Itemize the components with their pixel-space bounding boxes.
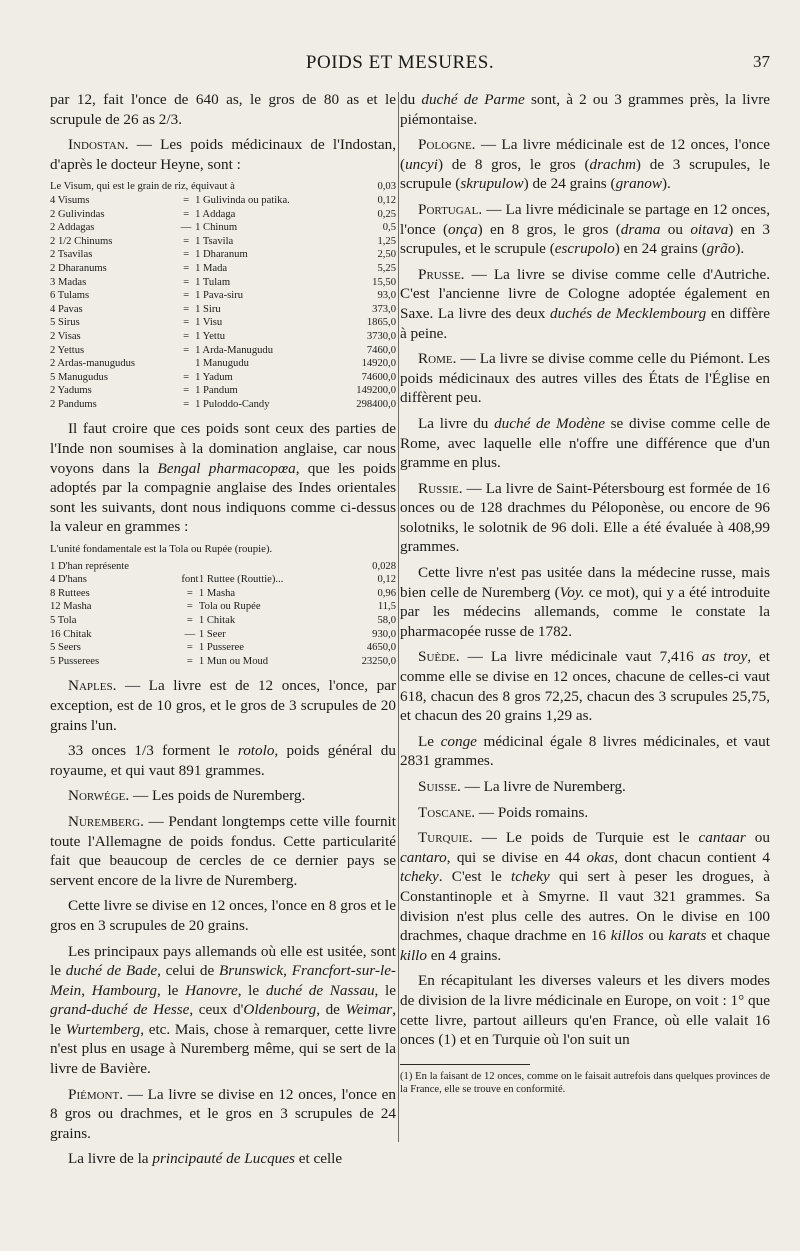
table-row	[50, 573, 396, 587]
paragraph: Le conge médicinal égale 8 livres médicinales, et vaut 2831 grammes.	[400, 732, 770, 770]
column-divider	[398, 92, 399, 1142]
paragraph: Cette livre se divise en 12 onces, l'once en 8 gros et le gros en 3 scrupules de 20 grains.	[50, 897, 396, 934]
table-row	[50, 587, 396, 601]
table-cell: =	[183, 330, 190, 342]
table-cell: 4650,0	[366, 642, 396, 654]
table-cell: 298400,0	[356, 398, 396, 410]
table-cell: 7460,0	[366, 344, 396, 356]
section-heading: Russie.	[418, 479, 463, 497]
table-cell: —	[180, 222, 192, 234]
table-row	[50, 262, 396, 276]
table-cell: 6 Tulams	[50, 290, 90, 302]
table-caption: L'unité fondamentale est la Tola ou Rupée (roupie).	[50, 543, 273, 556]
paragraph: Cette livre n'est pas usitée dans la médecine russe, mais bien celle de Nuremberg (Voy. ce mot), qui y a été introduite par les médecins allemands, comme le constate la pharmacopée russe de 1782.	[400, 564, 770, 640]
table-cell: 3 Madas	[50, 276, 87, 288]
section-heading: Suède.	[418, 648, 460, 666]
table-row	[50, 600, 396, 614]
table-row	[50, 398, 396, 412]
table-row	[50, 248, 396, 262]
table-row	[50, 560, 396, 574]
table-cell: 11,5	[377, 601, 396, 613]
table-caption-row: Le Visum, qui est le grain de riz, équivaut à 0,03	[50, 181, 396, 193]
table-cell: 58,0	[377, 615, 396, 626]
table-cell: =	[183, 385, 190, 397]
table-cell: 1 Addaga	[195, 208, 236, 220]
table-cell: =	[183, 290, 190, 302]
table-row	[50, 614, 396, 628]
table-cell: 0,028	[372, 560, 396, 572]
table-cell: 1 Ruttee (Routtie)...	[198, 574, 284, 586]
table-cell: 2 Yettus	[50, 344, 85, 356]
table-cell: 1 Chitak	[198, 615, 236, 626]
table-cell: =	[186, 601, 193, 613]
table-cell: 1 Mun ou Moud	[198, 655, 269, 667]
table-cell: 1 Manugudu	[195, 358, 249, 370]
table-cell: 373,0	[372, 303, 396, 315]
table-cell: 1 Yadum	[195, 371, 233, 383]
left-column	[50, 90, 396, 1175]
table-cell: 1 Dharanum	[195, 249, 248, 261]
table-cell: 4 D'hans	[50, 574, 87, 586]
paragraph-indostan: Indostan. — Les poids médicinaux de l'Indostan, d'après le docteur Heyne, sont :	[50, 136, 396, 173]
table-cell: 2 Tsavilas	[50, 249, 93, 261]
paragraph-prusse: Prusse. — La livre se divise comme celle d'Autriche. C'est l'ancienne livre de Cologne adoptée également en Saxe. La livre des deux duchés de Mecklembourg en diffère à peine.	[400, 265, 770, 342]
table-cell: 14920,0	[361, 358, 396, 370]
table-cell: 2 Dharanums	[50, 262, 107, 274]
paragraph: par 12, fait l'once de 640 as, le gros de 80 as et le scrupule de 26 as 2/3.	[50, 91, 396, 128]
table-cell: 2 Visas	[50, 330, 81, 342]
table-cell: 4 Pavas	[50, 303, 83, 315]
table-cell: =	[183, 276, 190, 288]
table-cell: =	[183, 194, 190, 206]
section-heading: Piémont.	[68, 1085, 124, 1103]
table-cell: 1 Gulivinda ou patika.	[195, 194, 290, 206]
indostan-weights-table	[50, 180, 396, 411]
footnote: (1) En la faisant de 12 onces, comme on le faisait autrefois dans quelques provinces de la France, elle se trouve en conformité.	[400, 1070, 770, 1095]
table-cell: 1 Mada	[195, 262, 228, 274]
table-row	[50, 208, 396, 222]
paragraph: Les principaux pays allemands où elle est usitée, sont le duché de Bade, celui de Brunswick, Francfort-sur-le-Mein, Hambourg, le Hanovre, le duché de Nassau, le grand-duché de Hesse, ceux d'Oldenbourg, de Weimar, le Wurtemberg, etc. Mais, chose à remarquer, cette livre n'est plus en usage à Nuremberg même, qui se sert de la livre de Bavière.	[50, 942, 397, 1078]
table-cell: 5 Tola	[50, 615, 77, 626]
table-cell: 3730,0	[366, 330, 396, 342]
table-cell: 930,0	[372, 628, 396, 640]
paragraph-naples: Naples. — La livre est de 12 onces, l'once, par exception, est de 10 gros, et le gros de 3 scrupules de 20 grains l'un.	[50, 677, 396, 734]
footnote-rule	[400, 1064, 530, 1065]
table-row	[50, 357, 396, 371]
section-heading: Prusse.	[418, 265, 465, 283]
table-cell: —	[184, 628, 196, 640]
table-cell: =	[183, 371, 190, 383]
table-row	[50, 316, 396, 330]
table-cell: =	[183, 398, 190, 410]
section-heading: Nuremberg.	[68, 812, 144, 830]
table-cell	[177, 357, 195, 371]
table-cell: 1 Masha	[198, 587, 236, 599]
table-cell: 1 Chinum	[195, 222, 238, 234]
table-cell: 0,96	[377, 587, 396, 599]
table-cell: 1865,0	[366, 317, 396, 329]
section-heading: Pologne.	[418, 136, 476, 154]
right-column	[400, 90, 770, 1096]
table-cell: 2 Yadums	[50, 385, 92, 397]
table-cell: 1 Tulam	[195, 276, 231, 288]
table-cell: 1 Seer	[198, 628, 226, 640]
table-row	[50, 371, 396, 385]
table-cell: 149200,0	[356, 385, 396, 397]
section-heading: Portugal.	[418, 200, 483, 218]
section-heading: Toscane.	[418, 803, 476, 821]
table-cell: 1 Siru	[195, 303, 221, 315]
table-cell: 1 Yettu	[195, 330, 226, 342]
table-cell	[181, 560, 199, 574]
table-cell: 12 Masha	[50, 601, 92, 613]
paragraph: 33 onces 1/3 forment le rotolo, poids général du royaume, et qui vaut 891 grammes.	[50, 742, 396, 779]
table-row	[50, 303, 396, 317]
table-cell: =	[186, 655, 193, 667]
table-row	[50, 221, 396, 235]
table-cell: 5,25	[377, 262, 396, 274]
table-row	[50, 344, 396, 358]
page-number: 37	[753, 52, 770, 71]
table-cell: 23250,0	[361, 655, 396, 667]
table-cell: 5 Sirus	[50, 317, 80, 329]
section-heading: Norwége.	[68, 787, 130, 805]
table-cell: 5 Pusserees	[50, 655, 100, 667]
table-cell: 16 Chitak	[50, 628, 92, 640]
table-row	[50, 235, 396, 249]
running-title: POIDS ET MESURES.	[305, 52, 495, 73]
paragraph: La livre de la principauté de Lucques et celle	[68, 1150, 343, 1168]
table-cell: 1,25	[377, 235, 396, 247]
table-cell: 74600,0	[361, 371, 396, 383]
table-cell: 8 Ruttees	[50, 587, 90, 599]
table-row	[50, 641, 396, 655]
table-row	[50, 655, 396, 669]
running-header	[0, 52, 800, 80]
paragraph: Il faut croire que ces poids sont ceux des parties de l'Inde non soumises à la domination anglaise, car nous voyons dans la Bengal pharmacopœa, que les poids adoptés par la compagnie anglaise des Indes orientales sont les suivants, dont nous indiquons comme ci-dessus la valeur en grammes :	[50, 420, 396, 536]
paragraph-suisse: Suisse. — La livre de Nuremberg.	[418, 778, 626, 795]
paragraph: du duché de Parme sont, à 2 ou 3 grammes près, la livre piémontaise.	[400, 91, 771, 128]
section-heading: Suisse.	[418, 778, 461, 795]
paragraph-toscane: Toscane. — Poids romains.	[418, 803, 589, 821]
paragraph-piemont: Piémont. — La livre se divise en 12 onces, l'once en 8 gros ou drachmes, et le gros en 3 scrupules de 24 grains.	[50, 1085, 396, 1142]
section-heading: Indostan.	[68, 136, 129, 154]
paragraph-turquie: Turquie. — Le poids de Turquie est le cantaar ou cantaro, qui se divise en 44 okas, dont chacun contient 4 tcheky. C'est le tcheky qui sert à peser les drogues, à Constantinople et à Smyrne. Il vaut 321 grammes. Sa division n'est plus celle des autres. On le divise en 100 drachmes, chaque drachme en 16 killos ou karats et chaque killo en 4 grains.	[400, 829, 770, 964]
table-cell: 1 D'han représente	[50, 560, 129, 572]
table-cell: 1 Puloddo-Candy	[195, 398, 270, 410]
table-cell: 0,5	[382, 222, 396, 234]
table-cell: 2 Gulivindas	[50, 208, 105, 220]
table-cell: 1 Pandum	[195, 385, 238, 397]
paragraph-pologne: Pologne. — La livre médicinale est de 12 onces, l'once (uncyi) de 8 gros, le gros (drachm) de 3 scrupules, le scrupule (skrupulow) de 24 grains (granow).	[400, 136, 770, 193]
section-heading: Naples.	[68, 677, 117, 695]
table-row	[50, 289, 396, 303]
paragraph-portugal: Portugal. — La livre médicinale se partage en 12 onces, l'once (onça) en 8 gros, le gros (drama ou oitava) en 3 scrupules, et le scrupule (escrupolo) en 24 grains (grão).	[400, 200, 770, 258]
table-cell: 1 Visu	[195, 317, 223, 329]
paragraph: La livre du duché de Modène se divise comme celle de Rome, avec laquelle elle n'offre une différence que d'un gramme en plus.	[400, 414, 770, 472]
table-cell: 4 Visums	[50, 194, 90, 206]
table-cell: 0,12	[377, 194, 396, 206]
section-heading: Rome.	[418, 350, 457, 368]
table-cell: 2 Addagas	[50, 222, 95, 234]
table-cell: 2,50	[377, 249, 396, 261]
bengal-weights-table	[50, 560, 396, 669]
paragraph-norvege: Norwége. — Les poids de Nuremberg.	[68, 787, 306, 805]
paragraph: En récapitulant les diverses valeurs et les divers modes de division de la livre médicinale en Europe, on voit : 1° que cette livre, partout ailleurs qu'en France, où elle valait 16 onces (1) et en Turquie où l'on suit un	[400, 972, 770, 1049]
paragraph-nuremberg: Nuremberg. — Pendant longtemps cette ville fournit toute l'Allemagne de poids fondus. Cette particularité fait que beaucoup de cercles de ce dernier pays se servent encore de la livre de Nuremberg.	[50, 812, 396, 889]
table-row	[50, 330, 396, 344]
table-cell: 0,12	[377, 574, 396, 586]
table-cell: 15,50	[372, 276, 396, 288]
table-row	[50, 194, 396, 208]
table-row	[50, 276, 396, 290]
paragraph-rome: Rome. — La livre se divise comme celle du Piémont. Les poids médicinaux des autres villes des États de l'Église en diffèrent peu.	[400, 350, 770, 407]
table-row	[50, 384, 396, 398]
table-cell: 2 Pandums	[50, 398, 97, 410]
table-cell: =	[186, 615, 193, 626]
table-cell: Tola ou Rupée	[198, 601, 261, 613]
table-cell: font	[181, 574, 199, 586]
table-cell: =	[183, 208, 190, 220]
table-cell: 5 Seers	[50, 642, 81, 654]
table-cell: =	[183, 262, 190, 274]
table-cell: 5 Manugudus	[50, 371, 108, 383]
table-cell: 1 Tsavila	[195, 235, 234, 247]
table-row	[50, 628, 396, 642]
table-cell: 1 Pusseree	[198, 642, 244, 654]
table-cell: =	[183, 303, 190, 315]
table-cell: =	[183, 344, 190, 356]
table-cell: 2 1/2 Chinums	[50, 235, 113, 247]
table-cell: =	[186, 642, 193, 654]
paragraph-russie: Russie. — La livre de Saint-Pétersbourg est formée de 16 onces ou de 128 drachmes du Péloponèse, ou encore de 96 solotniks, le solotnik de 96 doli. Elle a été évaluée à 408,99 grammes.	[400, 479, 770, 556]
table-cell: =	[186, 587, 193, 599]
table-cell: =	[183, 235, 190, 247]
table-cell: 2 Ardas-manugudus	[50, 358, 136, 370]
table-cell	[199, 560, 339, 574]
table-cell: 93,0	[377, 290, 396, 302]
table-cell: 1 Arda-Manugudu	[195, 344, 274, 356]
table-cell: 1 Pava-siru	[195, 290, 244, 302]
table-cell: 0,25	[377, 208, 396, 220]
paragraph-suede: Suède. — La livre médicinale vaut 7,416 as troy, et comme elle se divise en 12 onces, chacune de celles-ci vaut 618, chacun des 8 gros 72,25, chacun des 3 scrupules 25,75, et chacun des 20 grains 1,29 as.	[400, 648, 770, 725]
table-cell: =	[183, 317, 190, 329]
section-heading: Turquie.	[418, 829, 473, 847]
table-cell: =	[183, 249, 190, 261]
